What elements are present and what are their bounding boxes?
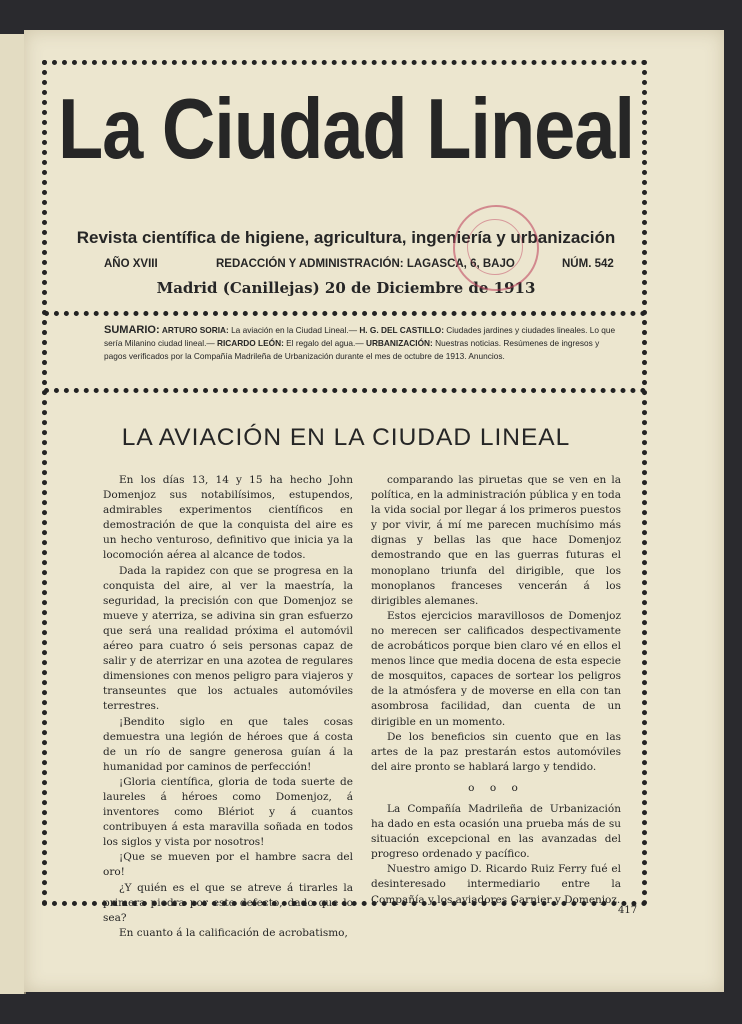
section-separator: o o o: [468, 781, 524, 794]
masthead-title: La Ciudad Lineal: [57, 80, 635, 177]
library-stamp: [453, 205, 539, 291]
masthead-subtitle: Revista científica de higiene, agricultura, ingeniería y urbanización: [76, 228, 616, 247]
issue-number: NÚM. 542: [562, 258, 614, 270]
divider-sumario: [44, 388, 646, 393]
paragraph: La Compañía Madrileña de Urbanización ha dado en esta ocasión una prueba más de su situación excepcional en las avanzadas del progreso ordenado y pacífico.: [371, 802, 621, 861]
sumario-entry: El regalo del agua.—: [283, 338, 364, 348]
paragraph: comparando las piruetas que se ven en la política, en la administración pública y en toda la vida social por llegar á los primeros puestos y por vivir, á mí me parecen muchísimo más dignas y bellas las que hace Domenjoz demostrando que en las guerras futuras el monoplano triunfa del dirigible, que los monoplanos franceses vencerán á los dirigibles alemanes.: [371, 474, 621, 607]
sumario-label: SUMARIO:: [104, 324, 160, 336]
sumario: [104, 324, 622, 363]
article-headline: LA AVIACIÓN EN LA CIUDAD LINEAL: [121, 424, 571, 451]
article-column-right: [371, 473, 621, 908]
divider-masthead: [44, 311, 646, 316]
library-stamp-ring: [467, 219, 523, 275]
paragraph: ¡Que se mueven por el hambre sacra del oro!: [103, 851, 353, 879]
sumario-author: ARTURO SORIA:: [161, 325, 229, 335]
paragraph: En cuanto á la calificación de acrobatismo,: [119, 926, 348, 939]
paragraph: Dada la rapidez con que se progresa en la conquista del aire, al ver la maestría, la seguridad, la precisión con que Domenjoz se mueve y aterriza, se adivina sin gran esfuerzo que será una realidad próxima el automóvil aéreo para cuatro ó seis personas capaz de salir y de aterrizar en una azotea de regulares dimensiones con menos peligro para viajeros y transeuntes que los actuales automóviles terrestres.: [103, 564, 353, 713]
issue-date: Madrid (Canillejas) 20 de Diciembre de 1913: [156, 279, 536, 297]
paragraph: De los beneficios sin cuento que en las artes de la paz prestarán estos automóviles del aire pronto se hablará largo y tendido.: [371, 730, 621, 773]
sumario-author: RICARDO LEÓN:: [217, 338, 284, 348]
sumario-author: H. G. DEL CASTILLO:: [359, 325, 444, 335]
page-number: 417: [618, 905, 638, 916]
paragraph: ¡Gloria científica, gloria de toda suerte de laureles á héroes como Domenjoz, á inventores como Blériot y á cuantos contribuyen á esta maravilla soñada en todos los siglos y vista por nosotros!: [103, 775, 353, 849]
article-column-left: [103, 473, 353, 941]
issue-year: AÑO XVIII: [104, 258, 158, 270]
sumario-entry: Ciudades jardines y ciudades lineales. Lo que sería Milanino ciudad lineal.—: [104, 325, 616, 348]
sumario-author: URBANIZACIÓN:: [365, 338, 433, 348]
paragraph: En los días 13, 14 y 15 ha hecho John Domenjoz sus notabilísimos, estupendos, admirables experimentos científicos en demostración de que la conquista del aire es un hecho venturoso, definitivo que inicia ya la locomoción aérea al alcance de todos.: [103, 474, 353, 562]
sumario-entry: La aviación en la Ciudad Lineal.—: [228, 325, 357, 335]
paragraph: Estos ejercicios maravillosos de Domenjoz no merecen ser calificados despectivamente de acrobáticos porque bien claro vé en ellos el menos lince que media docena de esta especie de mosquitos, capaces de sortear los peligros de la atmósfera y de moverse en ella con tan asombrosa facilidad, dan cuenta de un dirigible en un momento.: [371, 609, 621, 728]
paragraph: ¡Bendito siglo en que tales cosas demuestra una legión de héroes que á costa de un río de sangre generosa guían á la humanidad por caminos de perfección!: [103, 715, 353, 773]
sumario-entry: Nuestras noticias. Resúmenes de ingresos y pagos verificados por la Compañía Madrileña de Urbanización durante el mes de octubre de 1913. Anuncios.: [104, 338, 600, 361]
office-address: REDACCIÓN Y ADMINISTRACIÓN: LAGASCA, 6, BAJO: [216, 258, 515, 270]
paragraph: Nuestro amigo D. Ricardo Ruiz Ferry fué el desinteresado intermediario entre la Compañía y los aviadores Garnier y Domenjoz.: [371, 863, 621, 906]
paragraph: ¿Y quién es el que se atreve á tirarles la primera piedra por este defecto, dado que lo sea?: [103, 881, 353, 924]
facing-page-edge: [0, 34, 26, 994]
